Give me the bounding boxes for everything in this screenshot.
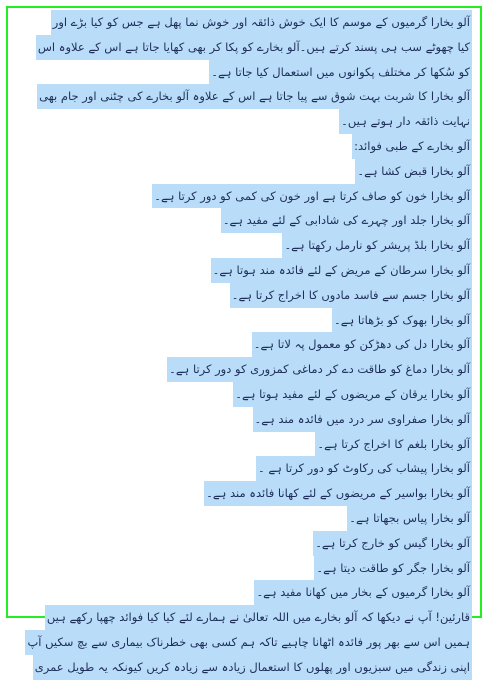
- article-body: [20, 10, 472, 674]
- line-text: آلو بخارا گرمیوں کے موسم کا ایک خوش ذائقہ اور خوش نما پھل ہے جس کو کیا بڑے اور: [51, 10, 472, 35]
- section-heading: آلو بخارے کے طبی فوائد:: [352, 134, 472, 159]
- line-text: قارئین! آپ نے دیکھا کہ آلو بخارے میں اللہ تعالیٰ نے ہمارے لئے کیا کیا فوائد چھپا رکھے ہیں: [45, 605, 472, 630]
- text-line: [20, 60, 472, 85]
- benefit-text: آلو بخارا صفراوی سر درد میں فائدہ مند ہے۔: [253, 407, 472, 432]
- benefit-line: [20, 481, 472, 506]
- benefit-line: [20, 332, 472, 357]
- benefit-line: [20, 382, 472, 407]
- benefit-text: آلو بخارا پیاس بجھاتا ہے۔: [347, 506, 472, 531]
- text-line: [20, 84, 472, 109]
- benefit-line: [20, 283, 472, 308]
- benefit-text: آلو بخارا بلغم کا اخراج کرتا ہے۔: [315, 432, 472, 457]
- benefit-line: [20, 357, 472, 382]
- text-line: [20, 109, 472, 134]
- line-text: کیا چھوٹے سب ہی پسند کرتے ہیں۔آلو بخارے کو پکا کر بھی کھایا جاتا ہے اس کے علاوہ اس: [36, 35, 472, 60]
- benefit-line: [20, 159, 472, 184]
- benefit-line: [20, 184, 472, 209]
- line-text: آلو بخارا کا شربت بہت شوق سے پیا جاتا ہے اس کے علاوہ آلو بخارے کی چٹنی اور جام بھی: [37, 84, 472, 109]
- text-line: [20, 10, 472, 35]
- benefit-text: آلو بخارا گیس کو خارج کرتا ہے۔: [313, 531, 472, 556]
- benefit-text: آلو بخارا جسم سے فاسد مادوں کا اخراج کرتا ہے۔: [230, 283, 472, 308]
- benefit-text: آلو بخارا گرمیوں کے بخار میں کھانا مفید ہے۔: [254, 580, 472, 605]
- benefit-text: آلو بخارا جگر کو طاقت دیتا ہے۔: [314, 556, 472, 581]
- section-heading-line: [20, 134, 472, 159]
- benefit-text: آلو بخارا جلد اور چہرے کی شادابی کے لئے مفید ہے۔: [221, 208, 472, 233]
- benefit-line: [20, 308, 472, 333]
- text-line: [20, 35, 472, 60]
- benefit-line: [20, 258, 472, 283]
- benefit-text: آلو بخارا بواسیر کے مریضوں کے لئے کھانا فائدہ مند ہے۔: [204, 481, 472, 506]
- benefit-line: [20, 432, 472, 457]
- benefit-line: [20, 506, 472, 531]
- benefit-line: [20, 456, 472, 481]
- text-line: [20, 655, 472, 680]
- benefit-text: آلو بخارا بلڈ پریشر کو نارمل رکھتا ہے۔: [282, 233, 472, 258]
- line-text: نہایت ذائقہ دار ہوتے ہیں۔: [339, 109, 472, 134]
- benefit-line: [20, 233, 472, 258]
- benefit-line: [20, 208, 472, 233]
- line-text: کو سُکھا کر مختلف پکوانوں میں استعمال کیا جاتا ہے۔: [209, 60, 472, 85]
- benefit-line: [20, 580, 472, 605]
- benefit-text: آلو بخارا دماغ کو طاقت دے کر دماغی کمزوری کو دور کرتا ہے۔: [167, 357, 472, 382]
- text-line: [20, 605, 472, 630]
- benefit-text: آلو بخارا خون کو صاف کرتا ہے اور خون کی کمی کو دور کرتا ہے۔: [152, 184, 472, 209]
- line-text: ہمیں اس سے بھر پور فائدہ اٹھانا چاہیے تاکہ ہم کسی بھی خطرناک بیماری سے بچ سکیں آپ: [25, 630, 472, 655]
- benefit-line: [20, 531, 472, 556]
- benefit-line: [20, 407, 472, 432]
- text-line: [20, 630, 472, 655]
- benefit-text: آلو بخارا بھوک کو بڑھاتا ہے۔: [332, 308, 472, 333]
- benefit-text: آلو بخارا قبض کشا ہے۔: [355, 159, 472, 184]
- line-text: اپنی زندگی میں سبزیوں اور پھلوں کا استعمال زیادہ سے زیادہ کریں کیونکہ یہ طویل عمری: [33, 655, 472, 680]
- benefit-text: آلو بخارا پیشاب کی رکاوٹ کو دور کرتا ہے ۔: [256, 456, 472, 481]
- benefit-text: آلو بخارا سرطان کے مریض کے لئے فائدہ مند ہوتا ہے۔: [211, 258, 472, 283]
- benefit-line: [20, 556, 472, 581]
- benefit-text: آلو بخارا دل کی دھڑکن کو معمول پہ لاتا ہے۔: [252, 332, 472, 357]
- benefit-text: آلو بخارا یرقان کے مریضوں کے لئے مفید ہوتا ہے۔: [233, 382, 472, 407]
